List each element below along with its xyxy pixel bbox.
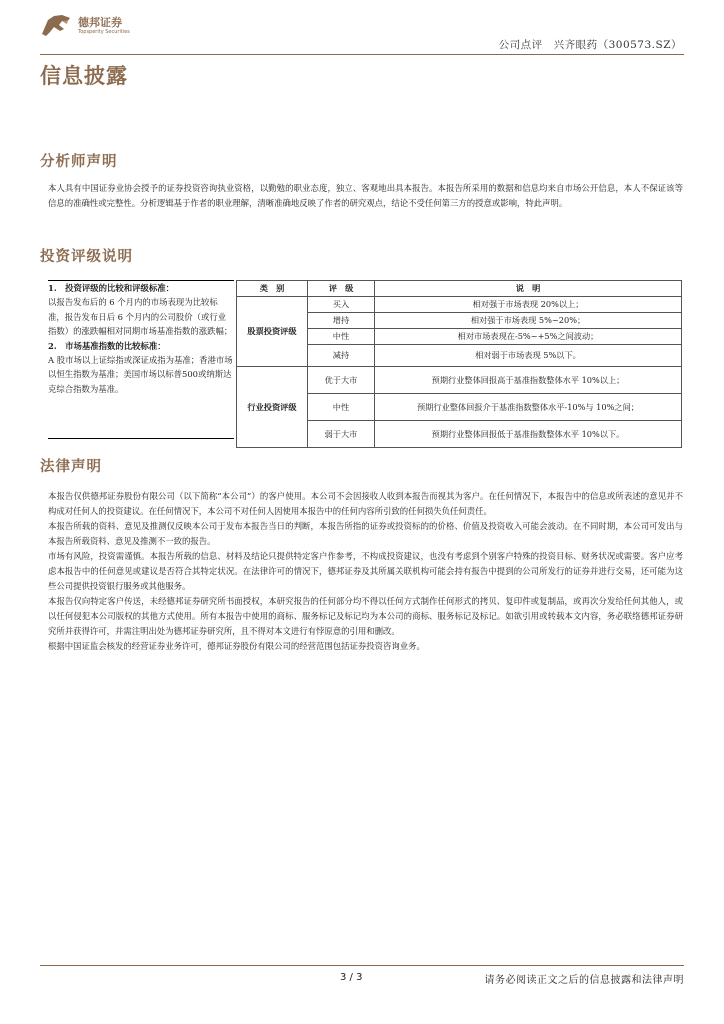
legal-paragraph: 市场有风险，投资需谨慎。本报告所载的信息、材料及结论只提供特定客户作参考，不构成投资建议，也没有考虑到个别客户特殊的投资目标、财务状况或需要。客户应考虑本报告中的任何意见或建议是否符合其特定状况。在法律许可的情况下，德邦证券及其所属关联机构可能会持有报告中提到的公司所发行的证券并进行交易，还可能为这些公司提供投资银行服务或其他服务。: [48, 551, 683, 591]
logo-name-en: Topsperity Securities: [78, 29, 130, 35]
industry-rating-category: 行业投资评级: [237, 367, 308, 448]
rating-cell: 优于大市: [308, 367, 375, 394]
legal-paragraph: 根据中国证监会核发的经营证券业务许可，德邦证券股份有限公司的经营范围包括证券投资咨询业务。: [48, 641, 425, 651]
header-divider: [40, 54, 684, 55]
rating-criteria: [48, 280, 234, 439]
legal-statement-heading: 法律声明: [40, 458, 102, 475]
rating-table: [236, 280, 682, 448]
rating-cell: 减持: [308, 345, 375, 367]
description-cell: 相对强于市场表现 5%~20%；: [375, 313, 682, 329]
rating-cell: 中性: [308, 329, 375, 345]
document-reference: 公司点评 兴齐眼药（300573.SZ）: [498, 39, 682, 51]
criteria-1-text: 以报告发布后的 6 个月内的市场表现为比较标准，报告发布日后 6 个月内的公司股价（或行业指数）的涨跌幅相对同期市场基准指数的涨跌幅；: [48, 297, 233, 337]
legal-statement-text: [48, 489, 683, 654]
criteria-2-text: A 股市场以上证综指或深证成指为基准；香港市场以恒生指数为基准；美国市场以标普500或纳斯达克综合指数为基准。: [48, 355, 233, 394]
description-cell: 预期行业整体回报高于基准指数整体水平 10%以上；: [375, 367, 682, 394]
description-cell: 相对弱于市场表现 5%以下。: [375, 345, 682, 367]
horse-logo-icon: [40, 12, 74, 40]
table-row: [237, 367, 682, 394]
table-header-row: [237, 281, 682, 297]
legal-paragraph: 本报告所载的资料、意见及推测仅反映本公司于发布本报告当日的判断，本报告所指的证券或投资标的的价格、价值及投资收入可能会波动。在不同时期，本公司可发出与本报告所载资料、意见及推测不一致的报告。: [48, 521, 683, 546]
footer-notice: 请务必阅读正文之后的信息披露和法律声明: [484, 975, 684, 986]
rating-cell: 买入: [308, 297, 375, 313]
logo-name-cn: 德邦证券: [78, 16, 122, 29]
rating-cell: 弱于大市: [308, 421, 375, 448]
rating-explanation-heading: 投资评级说明: [40, 248, 133, 265]
legal-paragraph: 本报告仅向特定客户传送，未经德邦证券研究所书面授权，本研究报告的任何部分均不得以任何方式制作任何形式的拷贝、复印件或复制品，或再次分发给任何其他人，或以任何侵犯本公司版权的其他方式使用。所有本报告中使用的商标、服务标记及标记均为本公司的商标、服务标记及标记。如欲引用或转载本文内容，务必联络德邦证券研究所并获得许可，并需注明出处为德邦证券研究所，且不得对本文进行有悖原意的引用和删改。: [48, 596, 683, 636]
analyst-statement-text: 本人具有中国证券业协会授予的证券投资咨询执业资格，以勤勉的职业态度，独立、客观地出具本报告。本报告所采用的数据和信息均来自市场公开信息，本人不保证该等信息的准确性或完整性。分析逻辑基于作者的职业理解，清晰准确地反映了作者的研究观点，结论不受任何第三方的授意或影响，特此声明。: [48, 183, 683, 208]
criteria-2-title: 2. 市场基准指数的比较标准：: [48, 340, 166, 351]
rating-cell: 中性: [308, 394, 375, 421]
header-description: 说 明: [375, 281, 682, 297]
table-row: [237, 297, 682, 313]
page-number: 3 / 3: [340, 972, 363, 983]
company-logo: [40, 12, 130, 40]
rating-section: [48, 280, 682, 437]
description-cell: 相对强于市场表现 20%以上；: [375, 297, 682, 313]
legal-paragraph: 本报告仅供德邦证券股份有限公司（以下简称“本公司”）的客户使用。本公司不会因接收人收到本报告而视其为客户。在任何情况下，本报告中的信息或所表述的意见并不构成对任何人的投资建议。在任何情况下，本公司不对任何人因使用本报告中的任何内容所引致的任何损失负任何责任。: [48, 491, 683, 516]
page-title: 信息披露: [40, 63, 128, 88]
header-rating: 评 级: [308, 281, 375, 297]
criteria-1-title: 1. 投资评级的比较和评级标准：: [48, 283, 174, 293]
description-cell: 相对市场表现在-5%~+5%之间波动；: [375, 329, 682, 345]
description-cell: 预期行业整体回报介于基准指数整体水平-10%与 10%之间；: [375, 394, 682, 421]
description-cell: 预期行业整体回报低于基准指数整体水平 10%以下。: [375, 421, 682, 448]
stock-rating-category: 股票投资评级: [237, 297, 308, 367]
analyst-statement-heading: 分析师声明: [40, 153, 118, 170]
rating-cell: 增持: [308, 313, 375, 329]
header-category: 类 别: [237, 281, 308, 297]
footer-divider: [40, 965, 684, 966]
